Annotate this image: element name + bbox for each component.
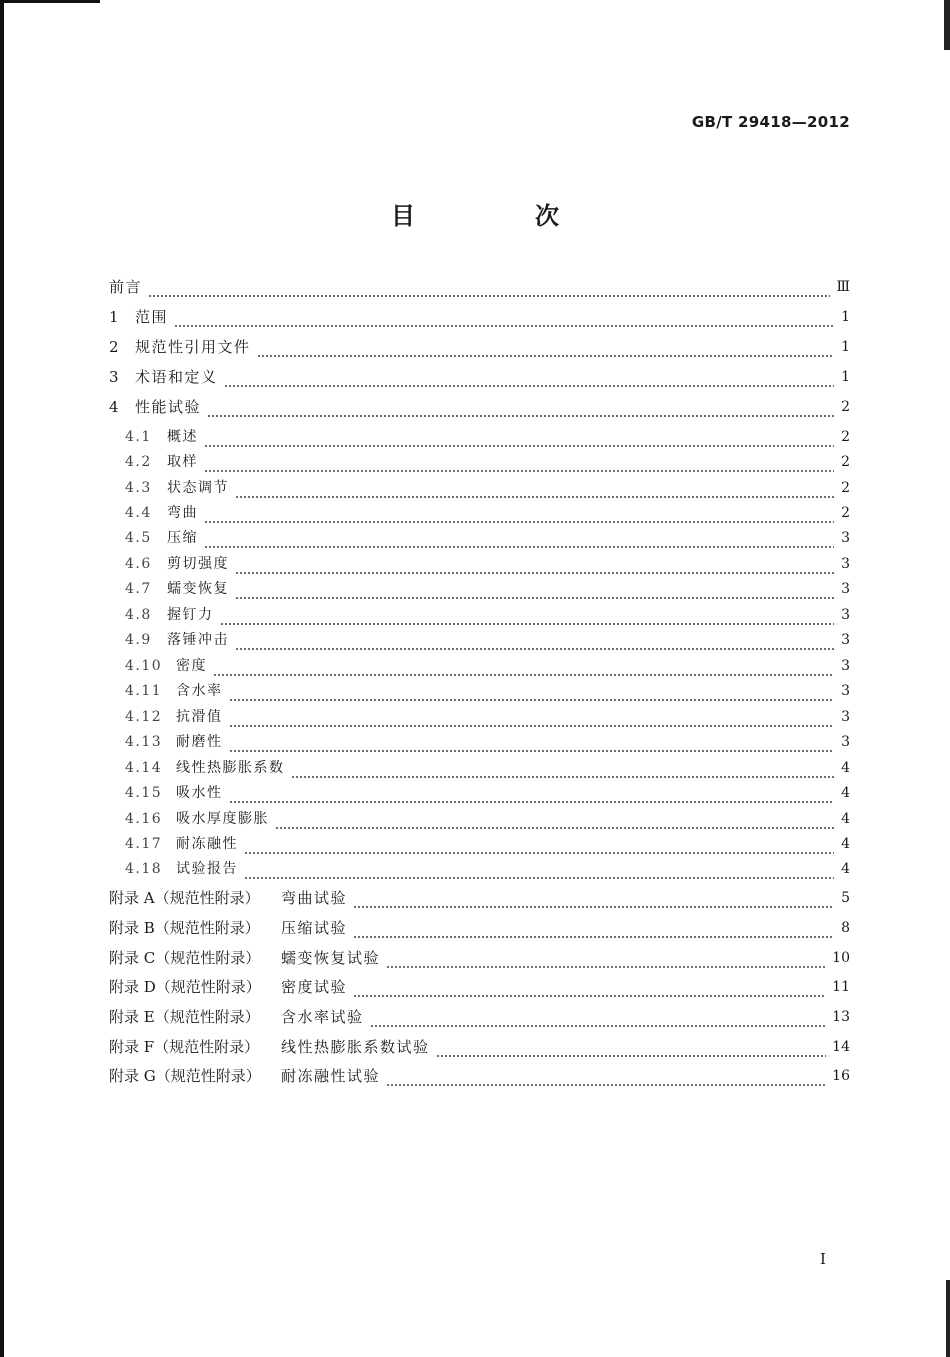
scan-border-top [0,0,100,3]
toc-entry-page: 3 [841,709,850,725]
toc-entry-page: 1 [841,339,850,355]
page-number: I [820,1250,826,1268]
toc-entry-page: 1 [841,309,850,325]
toc-entry[interactable] [125,731,850,753]
toc-entry[interactable] [125,553,850,575]
toc-entry[interactable] [125,833,850,855]
toc-entry-page: 2 [841,454,850,470]
toc-entry-number: 附录 F（规范性附录） [109,1038,260,1056]
toc-entry-label: 压缩试验 [281,919,348,937]
toc-entry-page: 5 [841,890,850,906]
dot-leader [353,895,834,909]
toc-entry-number: 附录 D（规范性附录） [109,978,261,996]
dot-leader [174,314,834,328]
toc-entry-number: 4.2 [125,454,152,470]
toc-entry[interactable] [125,451,850,473]
toc-entry-number: 附录 A（规范性附录） [109,889,260,907]
toc-entry[interactable] [109,396,850,418]
toc-entry[interactable] [109,947,850,969]
toc-entry-label: 压缩 [167,530,198,546]
toc-entry-number: 3 [109,368,119,386]
toc-entry-number: 4.6 [125,556,152,572]
toc-entry-label: 术语和定义 [135,368,218,386]
toc-entry-label: 含水率 [176,683,223,699]
dot-leader [353,984,826,998]
toc-entry-label: 取样 [167,454,198,470]
toc-entry[interactable] [125,578,850,600]
toc-entry-page: 11 [832,979,850,995]
toc-entry[interactable] [125,655,850,677]
toc-entry[interactable] [109,887,850,909]
toc-entry-label: 蠕变恢复试验 [281,949,381,967]
dot-leader [148,284,830,298]
toc-entry[interactable] [109,306,850,328]
toc-entry-page: 8 [841,920,850,936]
toc-entry-label: 规范性引用文件 [135,338,251,356]
toc-entry[interactable] [109,276,850,298]
toc-entry-label: 弯曲试验 [281,889,348,907]
toc-entry-number: 附录 B（规范性附录） [109,919,260,937]
toc-entry-number: 4.17 [125,836,163,852]
toc-entry-page: 4 [841,836,850,852]
toc-entry-label: 试验报告 [176,861,238,877]
toc-entry-page: 16 [832,1068,850,1084]
toc-entry-page: 3 [841,556,850,572]
toc-entry-page: 1 [841,369,850,385]
toc-entry[interactable] [125,808,850,830]
dot-leader [275,816,834,830]
toc-entry-label: 密度 [176,658,207,674]
toc-entry[interactable] [125,604,850,626]
scan-border-right-bottom [946,1280,950,1357]
toc-entry-label: 密度试验 [281,978,348,996]
toc-entry[interactable] [125,858,850,880]
toc-entry-number: 2 [109,338,119,356]
dot-leader [244,841,834,855]
toc-entry-page: 3 [841,530,850,546]
toc-entry-label: 弯曲 [167,505,198,521]
toc-entry-label: 概述 [167,429,198,445]
toc-entry-label: 剪切强度 [167,556,229,572]
dot-leader [353,925,834,939]
toc-entry-number: 4.7 [125,581,152,597]
toc-entry[interactable] [109,1065,850,1087]
toc-entry-label: 前言 [109,278,143,296]
toc-entry-number: 4 [109,398,119,416]
dot-leader [291,765,835,779]
toc-entry-number: 4.14 [125,760,163,776]
scan-border-right [944,0,950,50]
toc-entry-number: 4.13 [125,734,163,750]
standard-code: GB/T 29418—2012 [691,113,850,131]
toc-entry-page: 4 [841,861,850,877]
toc-entry-label: 线性热膨胀系数试验 [281,1038,430,1056]
toc-entry-label: 抗滑值 [176,709,223,725]
toc-entry-page: Ⅲ [836,279,850,295]
toc-entry-number: 附录 E（规范性附录） [109,1008,260,1026]
dot-leader [229,688,835,702]
dot-leader [224,374,834,388]
dot-leader [207,404,834,418]
toc-entry-page: 13 [832,1009,850,1025]
dot-leader [436,1044,827,1058]
toc-entry[interactable] [109,366,850,388]
dot-leader [220,612,835,626]
toc-entry-label: 状态调节 [167,480,229,496]
toc-entry[interactable] [125,757,850,779]
dot-leader [204,459,834,473]
toc-entry-label: 吸水厚度膨胀 [176,811,269,827]
toc-entry-page: 14 [832,1039,850,1055]
toc-entry-number: 4.10 [125,658,163,674]
dot-leader [235,561,834,575]
toc-entry-page: 4 [841,760,850,776]
dot-leader [229,790,835,804]
toc-entry[interactable] [109,917,850,939]
toc-entry[interactable] [125,426,850,448]
dot-leader [229,739,835,753]
toc-entry-label: 握钉力 [167,607,214,623]
toc-entry[interactable] [125,706,850,728]
toc-entry[interactable] [125,527,850,549]
toc-entry-page: 3 [841,632,850,648]
toc-entry-label: 线性热膨胀系数 [176,760,285,776]
toc-entry-number: 4.12 [125,709,163,725]
toc-entry-page: 3 [841,658,850,674]
dot-leader [204,434,834,448]
toc-entry-page: 3 [841,683,850,699]
toc-entry-page: 4 [841,785,850,801]
toc-entry-number: 4.16 [125,811,163,827]
toc-entry-label: 含水率试验 [281,1008,364,1026]
toc-entry-number: 1 [109,308,119,326]
toc-entry-label: 落锤冲击 [167,632,229,648]
toc-entry-page: 2 [841,480,850,496]
toc-entry[interactable] [125,502,850,524]
toc-entry-page: 4 [841,811,850,827]
dot-leader [235,586,834,600]
toc-entry-number: 4.8 [125,607,152,623]
toc-entry-page: 3 [841,581,850,597]
toc-entry-page: 3 [841,607,850,623]
toc-entry-number: 附录 C（规范性附录） [109,949,261,967]
dot-leader [386,1073,826,1087]
toc-entry-label: 耐冻融性试验 [281,1067,381,1085]
toc-entry[interactable] [109,1006,850,1028]
toc-entry-page: 10 [832,950,850,966]
dot-leader [370,1014,827,1028]
dot-leader [213,663,834,677]
toc-entry-label: 耐冻融性 [176,836,238,852]
toc-entry-number: 4.4 [125,505,152,521]
toc-entry-label: 吸水性 [176,785,223,801]
page-title: 目 次 [391,202,607,230]
toc-entry[interactable] [109,976,850,998]
toc-entry-page: 2 [841,429,850,445]
toc-entry-label: 蠕变恢复 [167,581,229,597]
dot-leader [257,344,834,358]
dot-leader [244,866,834,880]
toc-entry[interactable] [125,782,850,804]
toc-entry[interactable] [125,680,850,702]
toc-entry[interactable] [125,629,850,651]
toc-entry-number: 附录 G（规范性附录） [109,1067,261,1085]
toc-entry-label: 性能试验 [135,398,202,416]
toc-entry-number: 4.15 [125,785,163,801]
toc-entry-label: 耐磨性 [176,734,223,750]
dot-leader [229,714,835,728]
dot-leader [204,535,834,549]
toc-entry-label: 范围 [135,308,169,326]
toc-entry[interactable] [125,477,850,499]
toc-entry-number: 4.11 [125,683,163,699]
toc-entry[interactable] [109,336,850,358]
toc-entry-number: 4.3 [125,480,152,496]
toc-entry-number: 4.1 [125,429,152,445]
toc-entry-page: 3 [841,734,850,750]
toc-entry-page: 2 [841,505,850,521]
toc-entry-number: 4.5 [125,530,152,546]
dot-leader [235,637,834,651]
toc-entry[interactable] [109,1036,850,1058]
dot-leader [204,510,834,524]
dot-leader [386,955,826,969]
toc-entry-number: 4.9 [125,632,152,648]
toc-entry-number: 4.18 [125,861,163,877]
dot-leader [235,485,834,499]
toc-entry-page: 2 [841,399,850,415]
